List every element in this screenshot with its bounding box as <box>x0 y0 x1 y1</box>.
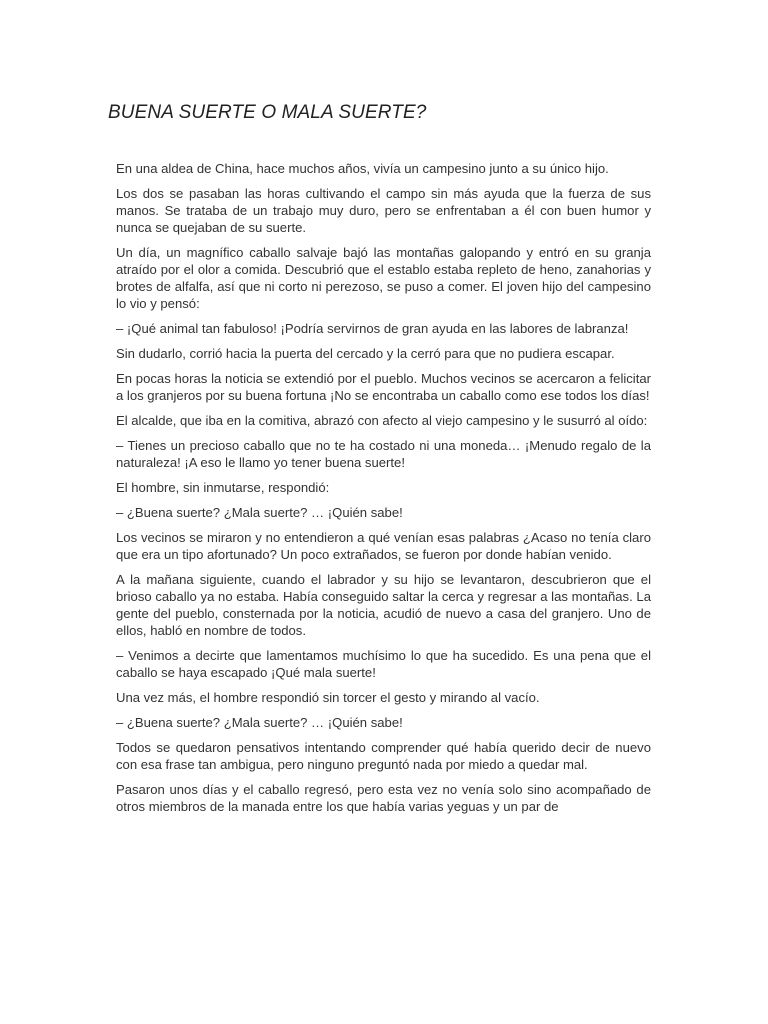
paragraph: Sin dudarlo, corrió hacia la puerta del cercado y la cerró para que no pudiera escapar. <box>116 346 615 361</box>
body-text <box>116 160 651 823</box>
paragraph: – ¿Buena suerte? ¿Mala suerte? … ¡Quién sabe! <box>116 505 403 520</box>
paragraph: A la mañana siguiente, cuando el labrador y su hijo se levantaron, descubrieron que el brioso caballo ya no estaba. Había conseguido saltar la cerca y regresar a las montañas. La gente del pueblo, consternada por la noticia, acudió de nuevo a casa del granjero. Uno de ellos, habló en nombre de todos. <box>116 572 651 638</box>
paragraph: El hombre, sin inmutarse, respondió: <box>116 480 330 495</box>
paragraph: Una vez más, el hombre respondió sin torcer el gesto y mirando al vacío. <box>116 690 540 705</box>
paragraph: Todos se quedaron pensativos intentando comprender qué había querido decir de nuevo con esa frase tan ambigua, pero ninguno preguntó nada por miedo a quedar mal. <box>116 740 651 772</box>
paragraph: – Tienes un precioso caballo que no te ha costado ni una moneda… ¡Menudo regalo de la naturaleza! ¡A eso le llamo yo tener buena suerte! <box>116 438 651 470</box>
paragraph: En pocas horas la noticia se extendió por el pueblo. Muchos vecinos se acercaron a felicitar a los granjeros por su buena fortuna ¡No se encontraba un caballo como ese todos los días! <box>116 371 651 403</box>
paragraph: Un día, un magnífico caballo salvaje bajó las montañas galopando y entró en su granja atraído por el olor a comida. Descubrió que el establo estaba repleto de heno, zanahorias y brotes de alfalfa, así que ni corto ni perezoso, se puso a comer. El joven hijo del campesino lo vio y pensó: <box>116 245 651 311</box>
paragraph: Los vecinos se miraron y no entendieron a qué venían esas palabras ¿Acaso no tenía claro que era un tipo afortunado? Un poco extrañados, se fueron por donde habían venido. <box>116 530 651 562</box>
paragraph: Los dos se pasaban las horas cultivando el campo sin más ayuda que la fuerza de sus manos. Se trataba de un trabajo muy duro, pero se enfrentaban a él con buen humor y nunca se quejaban de su suerte. <box>116 186 651 235</box>
paragraph: El alcalde, que iba en la comitiva, abrazó con afecto al viejo campesino y le susurró al oído: <box>116 413 648 428</box>
paragraph: En una aldea de China, hace muchos años, vivía un campesino junto a su único hijo. <box>116 161 609 176</box>
paragraph: – ¡Qué animal tan fabuloso! ¡Podría servirnos de gran ayuda en las labores de labranza! <box>116 321 629 336</box>
page-title: BUENA SUERTE O MALA SUERTE? <box>108 102 427 123</box>
paragraph: Pasaron unos días y el caballo regresó, pero esta vez no venía solo sino acompañado de otros miembros de la manada entre los que había varias yeguas y un par de <box>116 782 651 814</box>
paragraph: – ¿Buena suerte? ¿Mala suerte? … ¡Quién sabe! <box>116 715 403 730</box>
paragraph: – Venimos a decirte que lamentamos muchísimo lo que ha sucedido. Es una pena que el caballo se haya escapado ¡Qué mala suerte! <box>116 648 651 680</box>
